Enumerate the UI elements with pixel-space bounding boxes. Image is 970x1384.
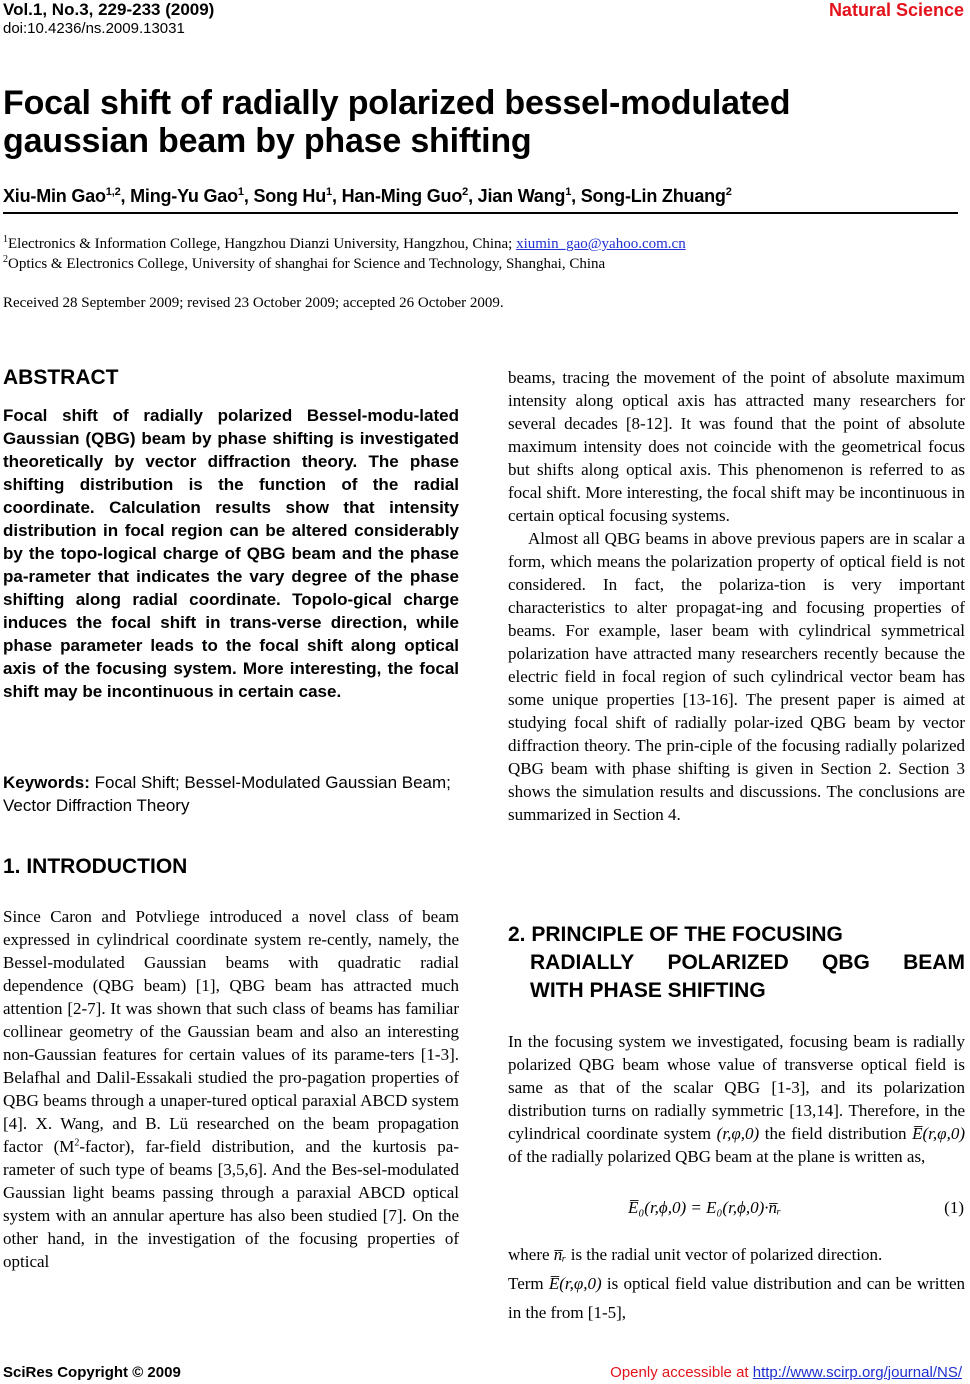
journal-name: Natural Science bbox=[828, 0, 964, 20]
introduction-paragraph-cont: beams, tracing the movement of the point of absolute maximum intensity along optical axis has attracted many researchers for several decades [8-12]. It was found that the point of absolute maximum intensity does not coincide with the geometrical focus but shifts along optical axis. This phenomenon is referred to as focal shift. More interesting, the focal shift may be incontinuous in certain optical focusing systems. bbox=[508, 368, 965, 525]
math-term-field: E̅(r,φ,0) bbox=[548, 1274, 602, 1293]
keywords-label: Keywords: bbox=[3, 773, 90, 792]
access-note: Openly accessible at http://www.scirp.org/journal/NS/ bbox=[610, 1364, 962, 1381]
introduction-heading: 1. INTRODUCTION bbox=[3, 855, 188, 878]
author: Han-Ming Guo$^2$ bbox=[341, 186, 469, 206]
volume-info: Vol.1, No.3, 229-233 (2009) bbox=[3, 0, 215, 19]
introduction-paragraph: Since Caron and Potvliege introduced a novel class of beam expressed in cylindrical coordinate system re-cently, namely, the Bessel-modulated Gaussian beams with quadratic radial dependence (QBG beam) [1], QBG beam has attracted much attention [2-7]. It was shown that such class of beams has familiar collinear geometry of the Gaussian beam and also an interesting non-Gaussian features for certain values of its parame-ters [1-3]. Belafhal and Dalil-Essakali studied the pro-pagation properties of QBG beams through a unaper-tured optical paraxial ABCD system [4]. X. Wang, and B. Lü researched on the beam propagation factor $(M^2-factor)$, far-field distribution, and the kurtosis pa-rameter of such type of beams [3,5,6]. And the Bes-sel-modulated Gaussian light beams passing through a paraxial ABCD optical system with an annular aperture has also been studied [7]. On the other hand, in the investigation of the focusing properties of optical bbox=[3, 907, 459, 1271]
equation-1: E̅₀(r,ϕ,0) = E₀(r,ϕ,0)·n̅ᵣ bbox=[628, 1198, 782, 1217]
email-link[interactable]: xiumin_gao@yahoo.com.cn bbox=[516, 236, 686, 252]
math-unit-vector: n̅ᵣ bbox=[553, 1245, 567, 1264]
doi: doi:10.4236/ns.2009.13031 bbox=[3, 20, 185, 37]
keywords-list: Focal Shift; Bessel-Modulated Gaussian Beam; Vector Diffraction Theory bbox=[3, 773, 451, 815]
introduction-paragraph-2: Almost all QBG beams in above previous papers are in scalar a form, which means the polarization property of optical field is not considered. In fact, the polariza-tion is very important characteristics to alter propagat-ing and focusing properties of beams. For example, laser beam with cylindrical symmetrical polarization have attracted many researchers recently because the electric field in focal region of such cylindrical vector beam has some unique properties [13-16]. The present paper is aimed at studying focal shift of radially polar-ized QBG beam by vector diffraction theory. The prin-ciple of the focusing radially polarized QBG beam with phase shifting is given in Section 2. Section 3 shows the simulation results and discussions. The conclusions are summarized in Section 4. bbox=[508, 529, 965, 824]
author: Song Hu$^1$ bbox=[253, 186, 332, 206]
paper-title: Focal shift of radially polarized bessel-modulated gaussian beam by phase shifting bbox=[3, 84, 791, 160]
introduction-continued bbox=[508, 366, 965, 826]
keywords bbox=[3, 771, 459, 817]
affiliation-2: $^2$Optics & Electronics College, University of shanghai for Science and Technology, Shanghai, China bbox=[3, 254, 606, 272]
author-list: Xiu-Min Gao$^{1,2}$, Ming-Yu Gao$^1$, Song Hu$^1$, Han-Ming Guo$^2$, Jian Wang$^1$, Song-Lin Zhuang$^2$ bbox=[3, 186, 732, 206]
author: Jian Wang$^1$ bbox=[477, 186, 572, 206]
math-field: E̅(r,φ,0) bbox=[912, 1124, 965, 1143]
affiliation-1: $^1$Electronics & Information College, Hangzhou Dianzi University, Hangzhou, China; xiumin_gao@yahoo.com.cn bbox=[3, 234, 686, 252]
section-2-paragraph: In the focusing system we investigated, focusing beam is radially polarized QBG beam whose value of transverse optical field is same as that of the scalar QBG [1-3], and its polarization distribution turns on radially symmetric [13,14]. Therefore, in the cylindrical coordinate system (r,φ,0) the field distribution E̅(r,φ,0) of the radially polarized QBG beam at the plane is written as, bbox=[508, 1032, 965, 1166]
equation-number: (1) bbox=[944, 1198, 964, 1217]
math-coord: (r,φ,0) bbox=[716, 1124, 760, 1143]
abstract-heading: ABSTRACT bbox=[3, 366, 119, 389]
equation-explanation: where n̅ᵣ is the radial unit vector of polarized direction. Term E̅(r,φ,0) is optical field value distribution and can be written in the from [1-5], bbox=[508, 1245, 965, 1322]
abstract-body: Focal shift of radially polarized Bessel-modu-lated Gaussian (QBG) beam by phase shifting is investigated theoretically by vector diffraction theory. The phase shifting distribution is the function of the radial coordinate. Calculation results show that intensity distribution in focal region can be altered considerably by the topo-logical charge of QBG beam and the phase pa-rameter that indicates the vary degree of the phase shifting along radial coordinate. Topolo-gical charge induces the focal shift in trans-verse direction, while phase parameter leads to the focal shift along optical axis of the focusing system. More interesting, the focal shift may be incontinuous in certain case. bbox=[3, 406, 459, 701]
copyright: SciRes Copyright © 2009 bbox=[3, 1364, 181, 1381]
section-2-heading: 2. PRINCIPLE OF THE FOCUSING RADIALLY POLARIZED QBG BEAM WITH PHASE SHIFTING bbox=[508, 923, 965, 1002]
author: Ming-Yu Gao$^1$ bbox=[130, 186, 244, 206]
author: Xiu-Min Gao$^{1,2}$ bbox=[3, 186, 121, 206]
title-divider bbox=[3, 212, 958, 214]
author: Song-Lin Zhuang$^2$ bbox=[580, 186, 732, 206]
received-dates: Received 28 September 2009; revised 23 October 2009; accepted 26 October 2009. bbox=[3, 295, 504, 311]
journal-url-link[interactable]: http://www.scirp.org/journal/NS/ bbox=[752, 1364, 962, 1381]
